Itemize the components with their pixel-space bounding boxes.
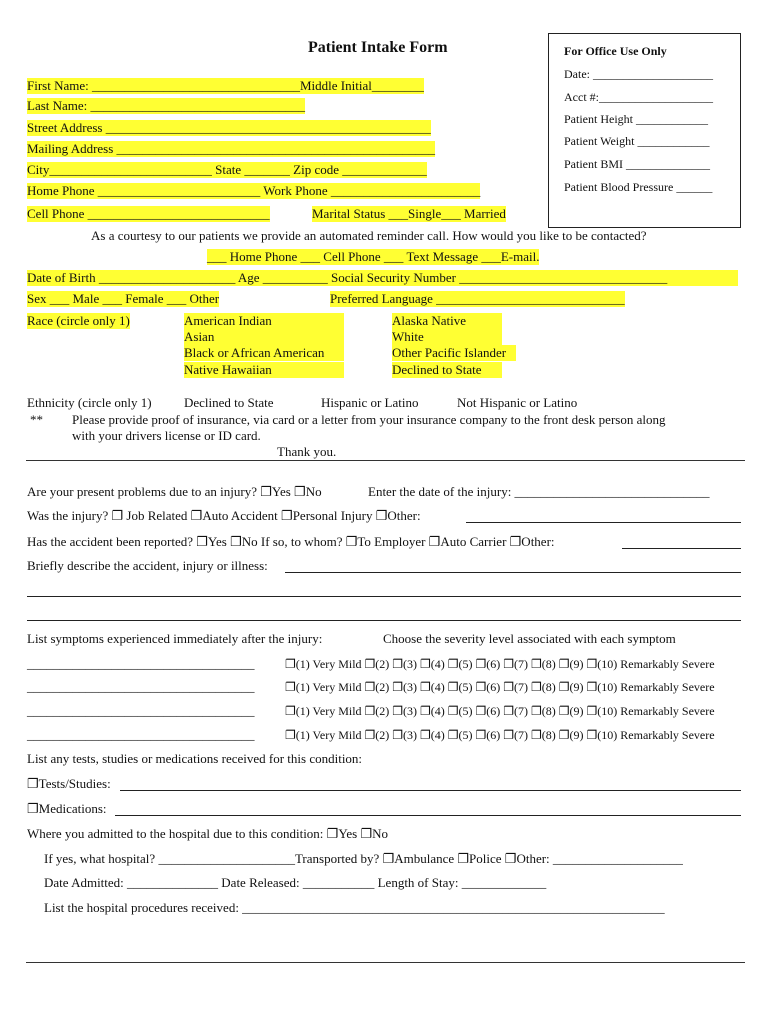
severity-scale-4[interactable]: ❐(1) Very Mild ❐(2) ❐(3) ❐(4) ❐(5) ❐(6) ❐(7) ❐(8) ❐(9) ❐(10) Remarkably Severe <box>285 728 715 742</box>
severity-scale-3[interactable]: ❐(1) Very Mild ❐(2) ❐(3) ❐(4) ❐(5) ❐(6) ❐(7) ❐(8) ❐(9) ❐(10) Remarkably Severe <box>285 704 715 718</box>
describe-line-2[interactable] <box>27 596 741 597</box>
bottom-divider <box>26 962 745 963</box>
race-black[interactable]: Black or African American <box>184 345 344 361</box>
courtesy-text: As a courtesy to our patients we provide an automated reminder call. How would you like to be contacted? <box>91 228 647 243</box>
contact-options[interactable]: ___ Home Phone ___ Cell Phone ___ Text Message ___E-mail. <box>207 249 540 264</box>
ethnicity-declined[interactable]: Declined to State <box>184 395 274 410</box>
procedures-field[interactable]: List the hospital procedures received: _________________________________________________________________ <box>44 900 665 915</box>
admission-dates-field[interactable]: Date Admitted: ______________ Date Released: ___________ Length of Stay: _____________ <box>44 875 547 890</box>
ethnicity-hispanic[interactable]: Hispanic or Latino <box>321 395 419 410</box>
race-native-hawaiian[interactable]: Native Hawaiian <box>184 362 344 378</box>
symptom-blank-4[interactable]: ___________________________________ <box>27 727 255 742</box>
office-date[interactable]: Date: ____________________ <box>564 67 713 81</box>
ethnicity-label: Ethnicity (circle only 1) <box>27 395 152 410</box>
thank-you: Thank you. <box>277 444 337 459</box>
last-name-field[interactable]: Last Name: _________________________________ <box>27 98 306 113</box>
ethnicity-not-hispanic[interactable]: Not Hispanic or Latino <box>457 395 578 410</box>
severity-label: Choose the severity level associated with each symptom <box>383 631 676 646</box>
office-use-box <box>548 33 741 228</box>
symptoms-label: List symptoms experienced immediately after the injury: <box>27 631 323 646</box>
page-title: Patient Intake Form <box>308 39 448 56</box>
first-name-field[interactable]: First Name: ________________________________Middle Initial________ <box>27 78 424 93</box>
sex-field[interactable]: Sex ___ Male ___ Female ___ Other <box>27 291 220 306</box>
marital-status-field[interactable]: Marital Status ___Single___ Married <box>312 206 506 221</box>
dob-age-ssn-field[interactable]: Date of Birth _____________________ Age __________ Social Security Number ________________________________ <box>27 270 738 286</box>
mailing-address-field[interactable]: Mailing Address _________________________________________________ <box>27 141 436 156</box>
office-bmi[interactable]: Patient BMI ______________ <box>564 157 710 171</box>
office-acct[interactable]: Acct #:___________________ <box>564 90 713 104</box>
race-alaska-native[interactable]: Alaska Native <box>392 313 502 329</box>
describe-accident-label: Briefly describe the accident, injury or illness: <box>27 558 268 573</box>
city-state-zip-field[interactable]: City_________________________ State _______ Zip code _____________ <box>27 162 427 177</box>
medications-line[interactable] <box>115 815 741 816</box>
insurance-note-line1: Please provide proof of insurance, via card or a letter from your insurance company to the front desk person along <box>72 412 666 427</box>
section-divider <box>26 460 745 461</box>
symptom-blank-2[interactable]: ___________________________________ <box>27 679 255 694</box>
severity-scale-1[interactable]: ❐(1) Very Mild ❐(2) ❐(3) ❐(4) ❐(5) ❐(6) ❐(7) ❐(8) ❐(9) ❐(10) Remarkably Severe <box>285 657 715 671</box>
office-bp[interactable]: Patient Blood Pressure ______ <box>564 180 713 194</box>
tests-line[interactable] <box>120 790 741 791</box>
race-white[interactable]: White <box>392 329 502 345</box>
medications-field[interactable]: ❐Medications: <box>27 801 107 816</box>
race-american-indian[interactable]: American Indian <box>184 313 344 329</box>
race-label: Race (circle only 1) <box>27 313 130 328</box>
symptom-blank-1[interactable]: ___________________________________ <box>27 656 255 671</box>
injury-other-line[interactable] <box>466 522 741 523</box>
language-field[interactable]: Preferred Language _____________________________ <box>330 291 625 306</box>
phone-fields[interactable]: Home Phone _________________________ Work Phone _______________________ <box>27 183 481 198</box>
street-address-field[interactable]: Street Address __________________________________________________ <box>27 120 431 135</box>
injury-question[interactable]: Are your present problems due to an injury? ❐Yes ❐No <box>27 484 322 499</box>
insurance-note-line2: with your drivers license or ID card. <box>72 428 261 443</box>
hospital-question[interactable]: Where you admitted to the hospital due to this condition: ❐Yes ❐No <box>27 826 389 841</box>
race-asian[interactable]: Asian <box>184 329 344 345</box>
injury-date-field[interactable]: Enter the date of the injury: ______________________________ <box>368 484 710 499</box>
office-height[interactable]: Patient Height ____________ <box>564 112 708 126</box>
tests-label: List any tests, studies or medications received for this condition: <box>27 751 363 766</box>
office-weight[interactable]: Patient Weight ____________ <box>564 134 710 148</box>
describe-line-1[interactable] <box>285 572 741 573</box>
hospital-name-field[interactable]: If yes, what hospital? _____________________Transported by? ❐Ambulance ❐Police ❐Other: ____________________ <box>44 851 683 866</box>
injury-type-question[interactable]: Was the injury? ❐ Job Related ❐Auto Accident ❐Personal Injury ❐Other: <box>27 508 421 523</box>
office-heading: For Office Use Only <box>564 44 667 58</box>
cell-phone-field[interactable]: Cell Phone ____________________________ <box>27 206 270 221</box>
reported-other-line[interactable] <box>622 548 741 549</box>
accident-reported-question[interactable]: Has the accident been reported? ❐Yes ❐No If so, to whom? ❐To Employer ❐Auto Carrier ❐Other: <box>27 534 555 549</box>
race-declined[interactable]: Declined to State <box>392 362 502 378</box>
race-pacific-islander[interactable]: Other Pacific Islander <box>392 345 516 361</box>
describe-line-3[interactable] <box>27 620 741 621</box>
severity-scale-2[interactable]: ❐(1) Very Mild ❐(2) ❐(3) ❐(4) ❐(5) ❐(6) ❐(7) ❐(8) ❐(9) ❐(10) Remarkably Severe <box>285 680 715 694</box>
tests-studies-field[interactable]: ❐Tests/Studies: <box>27 776 111 791</box>
symptom-blank-3[interactable]: ___________________________________ <box>27 703 255 718</box>
insurance-marker: ** <box>30 412 43 427</box>
